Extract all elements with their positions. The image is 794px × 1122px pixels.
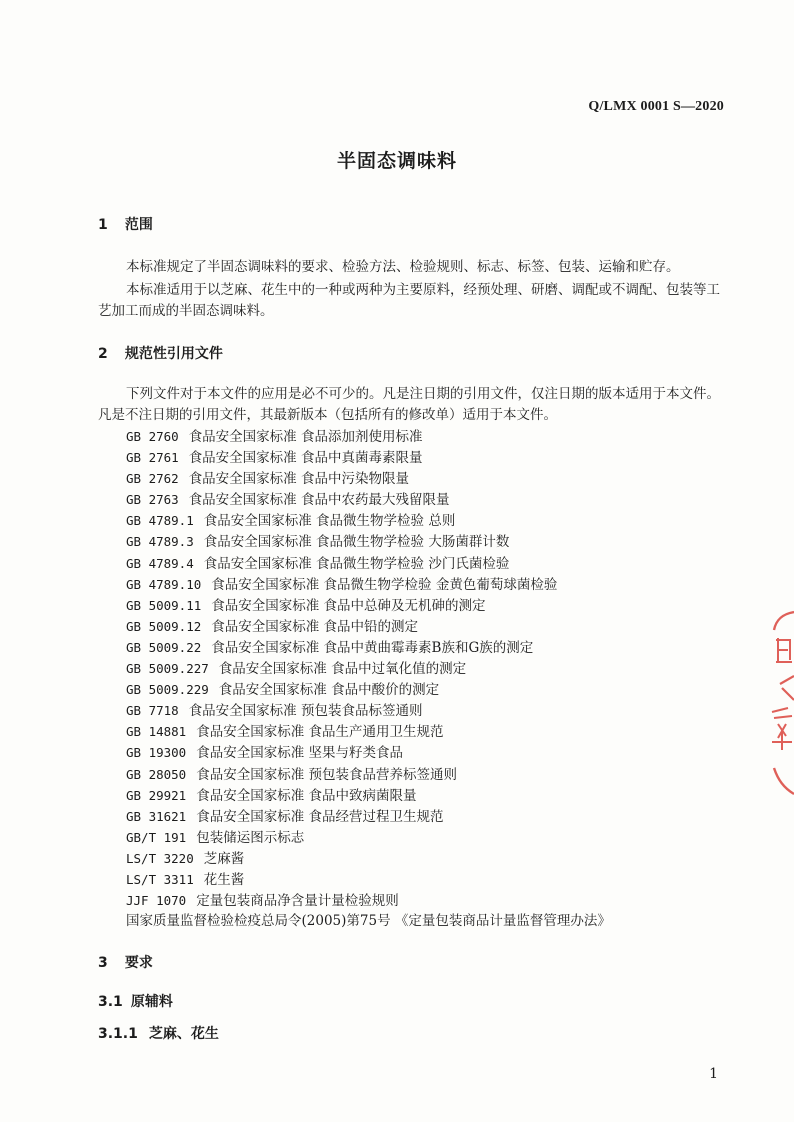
reference-code: GB 2761 bbox=[126, 450, 179, 466]
reference-title: 花生酱 bbox=[203, 871, 245, 888]
reference-code: GB 4789.3 bbox=[126, 534, 194, 550]
reference-title: 食品安全国家标准 食品微生物学检验 大肠菌群计数 bbox=[203, 534, 510, 551]
reference-title: 食品安全国家标准 食品经营过程卫生规范 bbox=[196, 808, 444, 825]
reference-code: GB 2762 bbox=[126, 471, 179, 487]
reference-title: 芝麻酱 bbox=[203, 850, 245, 867]
section-3-1-1-heading bbox=[98, 1023, 219, 1043]
section-title: 原辅料 bbox=[130, 994, 173, 1010]
reference-code: GB 5009.227 bbox=[126, 661, 209, 677]
reference-title: 食品安全国家标准 食品微生物学检验 总则 bbox=[203, 513, 456, 530]
reference-code: GB 4789.10 bbox=[126, 576, 202, 592]
reference-item bbox=[126, 679, 726, 700]
reference-code: GB 5009.12 bbox=[126, 618, 202, 634]
reference-item bbox=[126, 700, 726, 721]
reference-code: GB 29921 bbox=[126, 787, 187, 803]
reference-item bbox=[126, 595, 726, 616]
reference-item bbox=[126, 721, 726, 742]
reference-code: GB 4789.1 bbox=[126, 513, 194, 529]
reference-title: 食品安全国家标准 食品中酸价的测定 bbox=[218, 682, 440, 699]
reference-item bbox=[126, 447, 726, 468]
reference-title: 食品安全国家标准 食品添加剂使用标准 bbox=[188, 429, 423, 445]
normative-references-intro: 下列文件对于本文件的应用是必不可少的。凡是注日期的引用文件，仅注日期的版本适用于本文件。凡是不注日期的引用文件，其最新版本（包括所有的修改单）适用于本文件。 bbox=[98, 386, 720, 423]
reference-item bbox=[126, 785, 726, 806]
reference-title: 包装储运图示标志 bbox=[196, 829, 305, 846]
section-3-1-heading bbox=[98, 991, 173, 1011]
reference-title: 食品安全国家标准 食品中致病菌限量 bbox=[196, 787, 417, 804]
reference-code: JJF 1070 bbox=[126, 893, 187, 909]
reference-item bbox=[126, 510, 726, 531]
reference-code: LS/T 3220 bbox=[126, 850, 194, 866]
reference-item bbox=[126, 574, 726, 595]
reference-item-decree: 国家质量监督检验检疫总局令(2005)第75号 《定量包装商品计量监督管理办法》 bbox=[126, 913, 611, 930]
reference-code: GB 28050 bbox=[126, 766, 187, 782]
reference-title: 食品安全国家标准 预包装食品标签通则 bbox=[188, 703, 423, 720]
reference-code: GB 14881 bbox=[126, 724, 187, 740]
section-2-heading bbox=[98, 343, 223, 363]
reference-title: 食品安全国家标准 食品中黄曲霉毒素B族和G族的测定 bbox=[211, 639, 534, 656]
reference-code: GB 5009.22 bbox=[126, 639, 202, 655]
reference-item bbox=[126, 616, 726, 637]
reference-title: 食品安全国家标准 食品中过氧化值的测定 bbox=[218, 661, 467, 678]
reference-code: GB/T 191 bbox=[126, 829, 187, 845]
reference-title: 食品安全国家标准 食品中农药最大残留限量 bbox=[188, 492, 450, 509]
reference-item bbox=[126, 468, 726, 489]
reference-item bbox=[126, 764, 726, 785]
reference-title: 食品安全国家标准 食品微生物学检验 沙门氏菌检验 bbox=[203, 555, 510, 572]
reference-title: 食品安全国家标准 坚果与籽类食品 bbox=[196, 745, 404, 762]
reference-code: GB 4789.4 bbox=[126, 555, 194, 571]
reference-item bbox=[126, 637, 726, 658]
reference-item bbox=[126, 658, 726, 679]
standard-code: Q/LMX 0001 S—2020 bbox=[588, 99, 724, 114]
reference-code: GB 19300 bbox=[126, 745, 187, 761]
reference-code: GB 5009.229 bbox=[126, 682, 209, 698]
section-title: 芝麻、花生 bbox=[148, 1026, 219, 1042]
section-title: 范围 bbox=[124, 217, 153, 233]
reference-code: GB 7718 bbox=[126, 703, 179, 719]
reference-item bbox=[126, 869, 726, 890]
reference-code: GB 5009.11 bbox=[126, 597, 202, 613]
reference-item bbox=[126, 553, 726, 574]
reference-title: 食品安全国家标准 预包装食品营养标签通则 bbox=[196, 766, 458, 783]
filing-stamp bbox=[764, 604, 794, 804]
section-number: 3.1.1 bbox=[98, 1026, 138, 1042]
reference-code: GB 31621 bbox=[126, 808, 187, 824]
section-number: 3.1 bbox=[98, 994, 123, 1010]
section-3-heading bbox=[98, 952, 153, 972]
reference-item bbox=[126, 806, 726, 827]
reference-title: 食品安全国家标准 食品中真菌毒素限量 bbox=[188, 450, 423, 467]
reference-item bbox=[126, 827, 726, 848]
scope-paragraph-1: 本标准规定了半固态调味料的要求、检验方法、检验规则、标志、标签、包装、运输和贮存。 bbox=[126, 259, 680, 275]
reference-title: 定量包装商品净含量计量检验规则 bbox=[196, 893, 399, 910]
reference-title: 食品安全国家标准 食品中总砷及无机砷的测定 bbox=[211, 597, 486, 614]
reference-list bbox=[126, 426, 726, 932]
reference-item bbox=[126, 426, 726, 447]
reference-item bbox=[126, 489, 726, 510]
reference-item bbox=[126, 848, 726, 869]
section-1-heading bbox=[98, 214, 153, 234]
reference-title: 食品安全国家标准 食品中铅的测定 bbox=[211, 618, 419, 635]
section-number: 3 bbox=[98, 955, 108, 971]
reference-code: GB 2760 bbox=[126, 429, 179, 444]
page-number: 1 bbox=[709, 1066, 718, 1082]
reference-title: 食品安全国家标准 食品生产通用卫生规范 bbox=[196, 724, 444, 741]
reference-title: 食品安全国家标准 食品微生物学检验 金黄色葡萄球菌检验 bbox=[211, 576, 558, 593]
section-number: 1 bbox=[98, 217, 108, 233]
document-title: 半固态调味料 bbox=[336, 150, 457, 172]
reference-item bbox=[126, 890, 726, 911]
scope-paragraph-2: 本标准适用于以芝麻、花生中的一种或两种为主要原料，经预处理、研磨、调配或不调配、包装等工艺加工而成的半固态调味料。 bbox=[98, 282, 720, 319]
reference-item bbox=[126, 742, 726, 763]
reference-title: 食品安全国家标准 食品中污染物限量 bbox=[188, 471, 409, 488]
section-title: 规范性引用文件 bbox=[124, 346, 223, 362]
section-title: 要求 bbox=[124, 955, 153, 971]
reference-code: LS/T 3311 bbox=[126, 871, 194, 887]
section-number: 2 bbox=[98, 346, 108, 362]
reference-item bbox=[126, 531, 726, 552]
reference-code: GB 2763 bbox=[126, 492, 179, 508]
